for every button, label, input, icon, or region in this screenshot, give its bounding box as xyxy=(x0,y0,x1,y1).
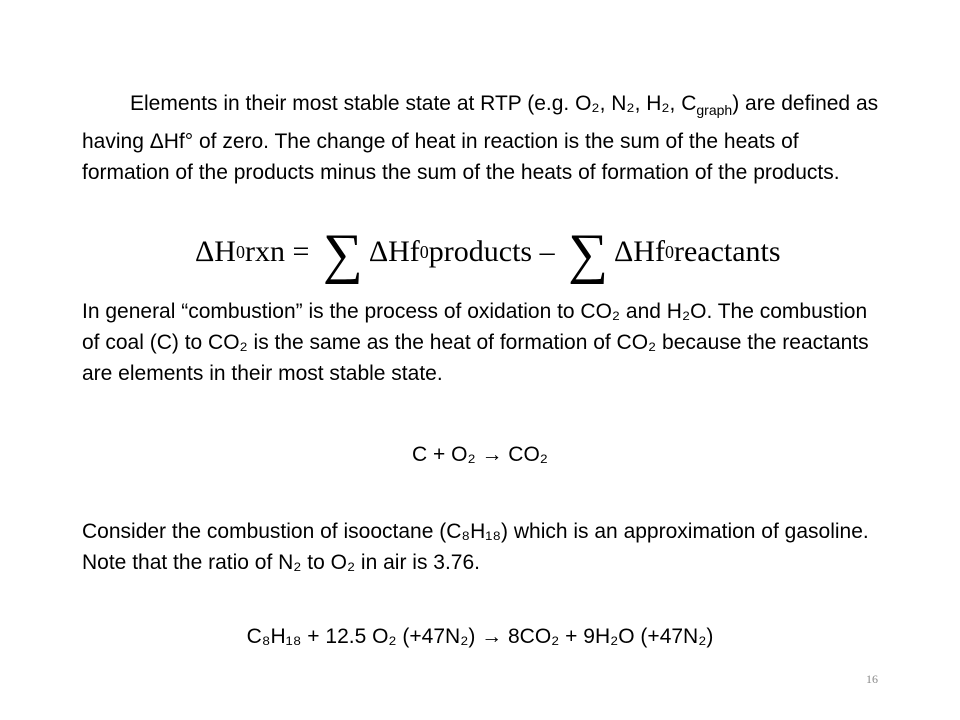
page-number: 16 xyxy=(866,672,878,686)
formula-reactants-superscript: 0 xyxy=(664,242,674,262)
graphite-subscript: graph xyxy=(696,102,733,118)
formula-lhs-delta: ΔH xyxy=(195,235,236,268)
formula-lhs-rest: rxn = xyxy=(244,235,317,268)
equation-carbon-combustion: C + O₂ → CO₂ xyxy=(412,443,548,466)
paragraph-standard-state-lead: Elements in their most stable state at RTP (e.g. O₂, N₂, H₂, C xyxy=(130,92,697,115)
formula-reactants-label: reactants xyxy=(673,235,781,268)
formula-products-label: products xyxy=(428,235,533,268)
paragraph-standard-state xyxy=(82,88,882,188)
formula-products-delta: ΔHf xyxy=(368,235,420,268)
summation-symbol: ∑ xyxy=(322,223,363,285)
formula-lhs-superscript: 0 xyxy=(235,242,245,262)
paragraph-combustion: In general “combustion” is the process of oxidation to CO₂ and H₂O. The combustion of coal (C) to CO₂ is the same as the heat of formation of CO₂ because the reactants are elements in their most stable state. xyxy=(82,300,869,385)
paragraph-isooctane: Consider the combustion of isooctane (C₈H₁₈) which is an approximation of gasoline. Note that the ratio of N₂ to O₂ in air is 3.76. xyxy=(82,520,869,574)
formula-products-superscript: 0 xyxy=(419,242,429,262)
formula-reactants-delta: ΔHf xyxy=(614,235,665,268)
summation-symbol: ∑ xyxy=(568,223,609,285)
equation-isooctane-combustion: C₈H₁₈ + 12.5 O₂ (+47N₂) → 8CO₂ + 9H₂O (+47N₂) xyxy=(246,625,714,648)
enthalpy-of-reaction-formula xyxy=(195,223,781,285)
formula-minus: – xyxy=(532,235,563,268)
paragraph-standard-state-tail: ) are defined as having ΔHf° of zero. The change of heat in reaction is the sum of the heats of formation of the products minus the sum of the heats of formation of the products. xyxy=(82,92,879,184)
